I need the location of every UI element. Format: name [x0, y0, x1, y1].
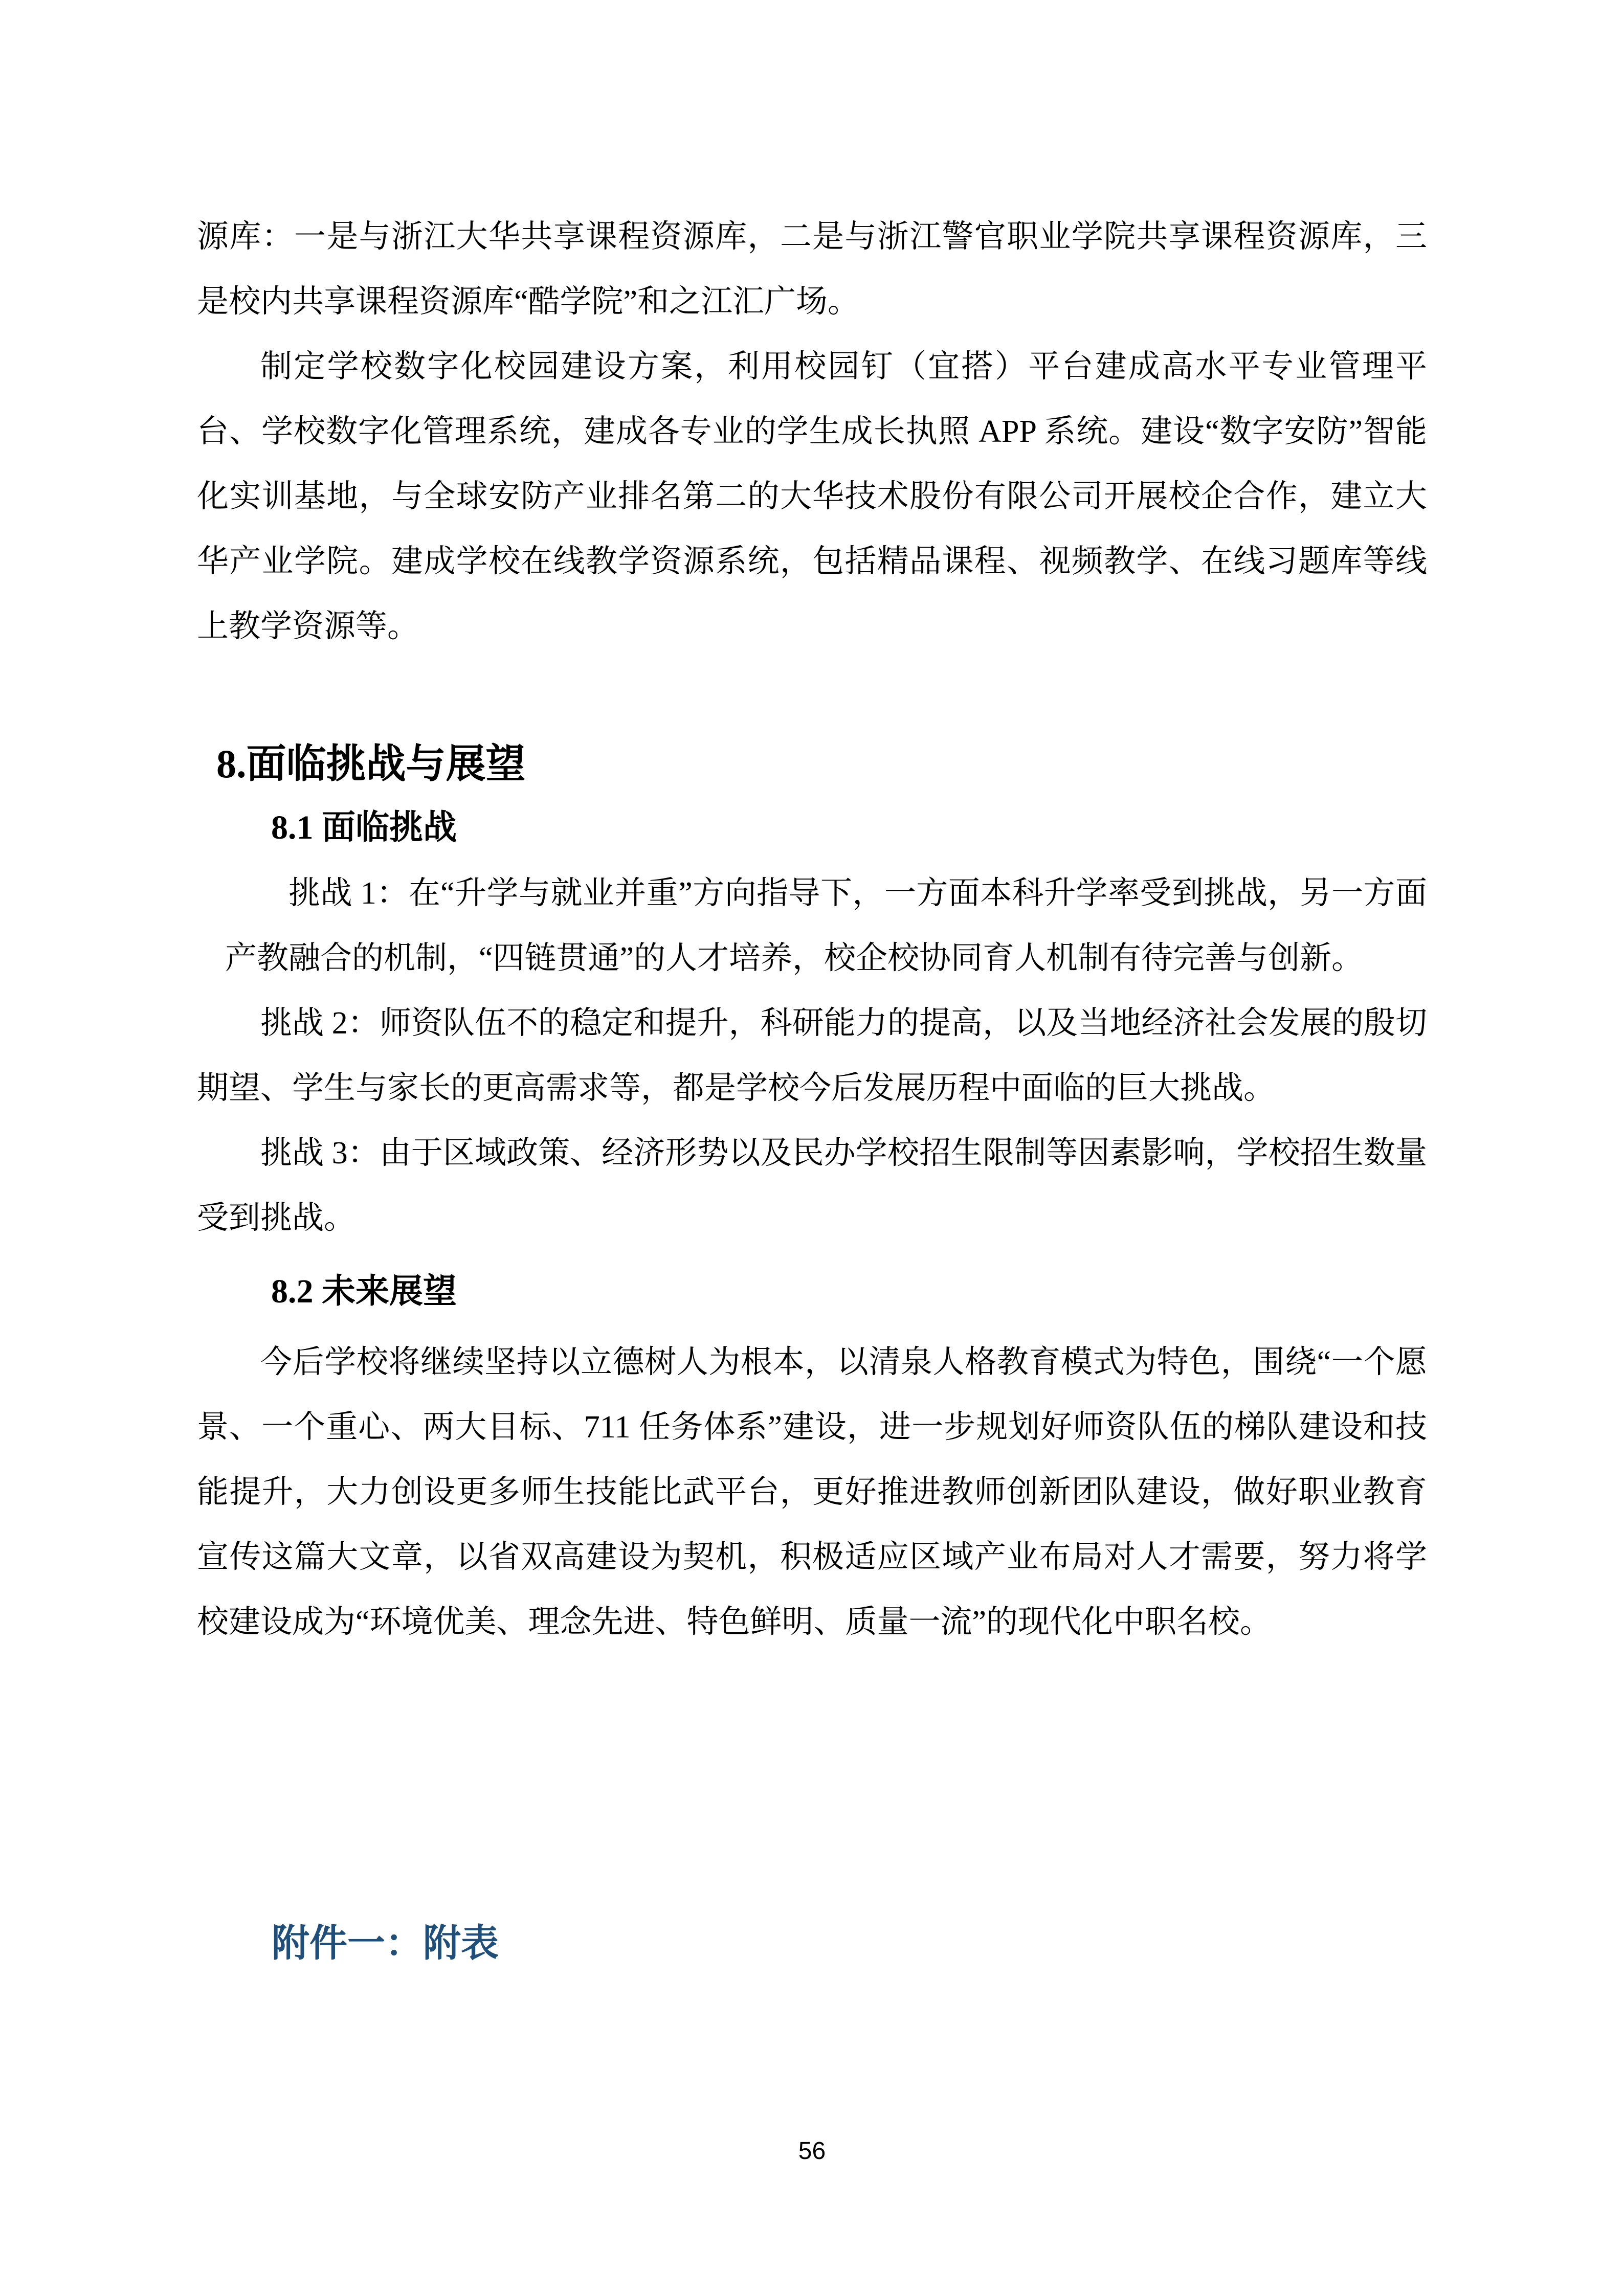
paragraph-resource-library-continuation: 源库：一是与浙江大华共享课程资源库，二是与浙江警官职业学院共享课程资源库，三是校内共享课程资源库“酷学院”和之江汇广场。 [197, 219, 1427, 319]
subsection-heading-8-2-future-outlook: 8.2 未来展望 [271, 1273, 457, 1310]
attachment-one-heading: 附件一：附表 [272, 1923, 499, 1965]
paragraph-challenge-3: 挑战 3：由于区域政策、经济形势以及民办学校招生限制等因素影响，学校招生数量受到挑战。 [197, 1136, 1427, 1235]
subsection-heading-8-1-challenges: 8.1 面临挑战 [271, 809, 457, 846]
section-heading-8-challenges-and-outlook: 8.面临挑战与展望 [216, 741, 526, 786]
paragraph-challenge-1: 挑战 1：在“升学与就业并重”方向指导下，一方面本科升学率受到挑战，另一方面产教融合的机制，“四链贯通”的人才培养，校企校协同育人机制有待完善与创新。 [225, 876, 1427, 976]
paragraph-challenge-2: 挑战 2：师资队伍不的稳定和提升，科研能力的提高，以及当地经济社会发展的殷切期望、学生与家长的更高需求等，都是学校今后发展历程中面临的巨大挑战。 [197, 1006, 1427, 1106]
paragraph-future-outlook: 今后学校将继续坚持以立德树人为根本，以清泉人格教育模式为特色，围绕“一个愿景、一个重心、两大目标、711 任务体系”建设，进一步规划好师资队伍的梯队建设和技能提升，大力创设更多师生技能比武平台，更好推进教师创新团队建设，做好职业教育宣传这篇大文章，以省双高建设为契机，积极适应区域产业布局对人才需要，努力将学校建设成为“环境优美、理念先进、特色鲜明、质量一流”的现代化中职名校。 [197, 1345, 1427, 1639]
paragraph-digital-campus: 制定学校数字化校园建设方案，利用校园钉（宜搭）平台建成高水平专业管理平台、学校数字化管理系统，建成各专业的学生成长执照 APP 系统。建设“数字安防”智能化实训基地，与全球安防产业排名第二的大华技术股份有限公司开展校企合作，建立大华产业学院。建成学校在线教学资源系统，包括精品课程、视频教学、在线习题库等线上教学资源等。 [197, 349, 1427, 644]
page-number: 56 [798, 2137, 826, 2165]
